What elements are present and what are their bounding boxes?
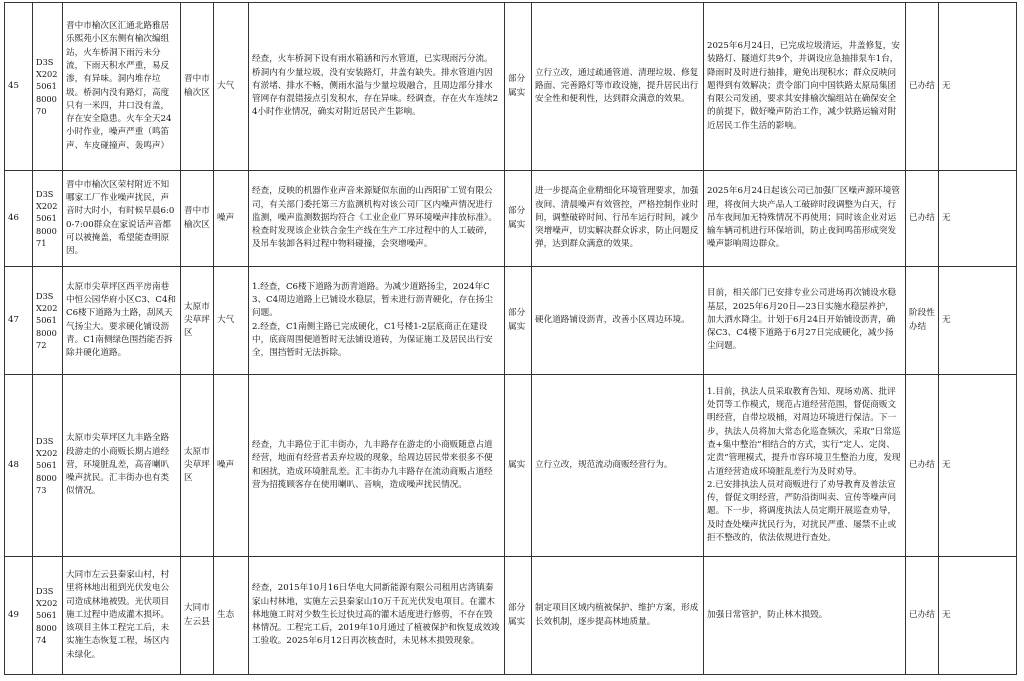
cell-rectification-progress: 2025年6月24日，已完成垃圾清运，井盖修复，安装路灯、隧道灯共9个，并调设应急抽排泵车1台，降雨时及时进行抽排，避免出现积水；群众反映问题得到有效解决；责令部门向中国铁路太原局集团有限公司发函，要求其安排榆次编组站在确保安全的前提下，做好噪声防治工作，减少铁路运输对附近居民工作生活的影响。 (704, 3, 906, 171)
cell-serial-number: 49 (5, 557, 33, 675)
cell-administrative-area: 太原市尖草坪区 (181, 267, 214, 375)
cell-accountability: 无 (939, 3, 1017, 171)
cell-rectification-progress: 2025年6月24日起该公司已加强厂区噪声源环境管理，将夜间大块产品人工破碎时段调整为白天，行吊车夜间加无特殊情况不再使用；同时该企业对运输车辆司机进行环保培训，防止夜间鸣笛形成突发噪声影响周边群众。 (704, 171, 906, 267)
cell-pollution-type: 噪声 (214, 171, 249, 267)
cell-administrative-area: 晋中市榆次区 (181, 171, 214, 267)
cell-investigation: 经查，2015年10月16日华电大同新能源有限公司租用店湾镇秦家山村林地，实施左云县秦家山10万千瓦光伏发电项目。在灌木林地施工时对少数生长过快过高的灌木适度进行修剪，不存在毁林情况。工程完工后，2019年10月通过了植被保护和恢复成效竣工验收。2025年6月12日再次核查时，未见林木损毁现象。 (249, 557, 505, 675)
petition-table (4, 2, 1017, 675)
cell-rectification-progress: 1.目前，执法人员采取教育告知、现场劝离、批评处罚等工作模式，规范占道经营范围，督促商贩文明经营，自带垃圾桶，对周边环境进行保洁。下一步，执法人员将加大常态化巡查频次，采取“日常巡查+集中整治”相结合的方式，实行“定人、定岗、定责”管理模式，提升市容环境卫生整治力度，发现占道经营造成环境脏乱差行为及时劝导。 2.已安排执法人员对商贩进行了劝导教育及普法宣传，督促文明经营，严防沿街叫卖、宣传等噪声问题。下一步，将调度执法人员定期开展巡查劝导，及时查处噪声扰民行为，对扰民严重、屡禁不止或拒不整改的，依法依规进行查处。 (704, 375, 906, 557)
cell-serial-number: 45 (5, 3, 33, 171)
cell-rectification-progress: 加强日常管护，防止林木损毁。 (704, 557, 906, 675)
cell-accountability: 无 (939, 267, 1017, 375)
cell-petition-content: 晋中市榆次区汇通北路雅居乐熙苑小区东侧有榆次编组站，火车桥洞下雨污未分流，下雨天积水严重，易反渗，有异味。洞内堆存垃圾。桥洞内没有路灯，高度只有一米四，井口没有盖，存在安全隐患。火车全天24小时作业，噪声严重（鸣笛声、车皮碰撞声、轰鸣声） (63, 3, 181, 171)
cell-pollution-type: 大气 (214, 3, 249, 171)
cell-pollution-type: 大气 (214, 267, 249, 375)
cell-rectification-progress: 目前，相关部门已安排专业公司进场再次铺设水稳基层，2025年6月20日—23日实施水稳层养护，加大洒水降尘。计划于6月24日开始铺设沥青，确保C3、C4楼下道路于6月27日完成硬化，减少扬尘问题。 (704, 267, 906, 375)
cell-accountability: 无 (939, 557, 1017, 675)
cell-administrative-area: 大同市左云县 (181, 557, 214, 675)
cell-investigation: 1.经查，C6楼下道路为沥青道路。为减少道路扬尘，2024年C3、C4周边道路上已铺设水稳层，暂未进行沥青硬化，存在扬尘问题。 2.经查，C1南侧主路已完成硬化，C1号楼1-2层底商正在建设中，底商周围便道暂时无法铺设道砖，为保证施工及居民出行安全，围挡暂时无法拆除。 (249, 267, 505, 375)
cell-rectification-goal: 制定项目区域内植被保护、维护方案，形成长效机制，逐步提高林地质量。 (532, 557, 704, 675)
cell-verified-status: 部分属实 (505, 171, 532, 267)
cell-petition-code: D3SX2025061800072 (33, 267, 63, 375)
cell-petition-content: 太原市尖草坪区九丰路全路段游走的小商贩长期占道经营，环境脏乱差，高音喇叭噪声扰民。汇丰街办也有类似情况。 (63, 375, 181, 557)
cell-petition-code: D3SX2025061800070 (33, 3, 63, 171)
cell-verified-status: 部分属实 (505, 3, 532, 171)
cell-completion-status: 阶段性办结 (906, 267, 939, 375)
cell-pollution-type: 噪声 (214, 375, 249, 557)
cell-administrative-area: 晋中市榆次区 (181, 3, 214, 171)
cell-petition-content: 太原市尖草坪区西平房南巷中恒公园华府小区C3、C4和C6楼下道路为土路，刮风天气扬尘大。要求硬化铺设沥青。C1南侧绿色围挡能否拆除并硬化道路。 (63, 267, 181, 375)
cell-verified-status: 属实 (505, 375, 532, 557)
cell-completion-status: 已办结 (906, 171, 939, 267)
cell-verified-status: 部分属实 (505, 267, 532, 375)
cell-accountability: 无 (939, 375, 1017, 557)
cell-serial-number: 48 (5, 375, 33, 557)
cell-petition-code: D3SX2025061800074 (33, 557, 63, 675)
table-body (5, 3, 1017, 675)
cell-rectification-goal: 立行立改，通过疏通管道、清理垃圾、修复路面、完善路灯等市政设施，提升居民出行安全性和便利性，达到群众满意的效果。 (532, 3, 704, 171)
cell-completion-status: 已办结 (906, 557, 939, 675)
cell-administrative-area: 太原市尖草坪区 (181, 375, 214, 557)
cell-pollution-type: 生态 (214, 557, 249, 675)
cell-rectification-goal: 进一步提高企业精细化环境管理要求，加强夜间、清晨噪声有效管控，严格控制作业时间，调整破碎时间、行吊车运行时间，减少突增噪声，切实解决群众诉求，防止问题反弹，达到群众满意的效果。 (532, 171, 704, 267)
cell-rectification-goal: 硬化道路铺设沥青，改善小区周边环境。 (532, 267, 704, 375)
cell-investigation: 经查，火车桥洞下设有雨水箱涵和污水管道，已实现雨污分流。桥洞内有少量垃圾，没有安装路灯，井盖有缺失。排水管道内因有淤堵、排水不畅，侧雨水溢与少量垃圾融合，且周边部分排水管网存有混错接点引发积水，存在异味。经调查，存在火车连续24小时作业情况，确实对附近居民产生影响。 (249, 3, 505, 171)
cell-petition-content: 晋中市榆次区荣村附近不知哪家工厂作业噪声扰民，声音时大时小，有时候早晨6:00-7:00群众在家说话声音都可以被掩盖，希望能查明原因。 (63, 171, 181, 267)
cell-completion-status: 已办结 (906, 375, 939, 557)
cell-petition-content: 大同市左云县秦家山村，村里将林地出租到光伏发电公司造成林地被毁。光伏项目施工过程中造成灌木损坏。该项目主体工程完工后，未实施生态恢复工程，场区内未绿化。 (63, 557, 181, 675)
table-row (5, 375, 1017, 557)
table-row (5, 3, 1017, 171)
cell-verified-status: 部分属实 (505, 557, 532, 675)
cell-rectification-goal: 立行立改，规范流动商贩经营行为。 (532, 375, 704, 557)
table-row (5, 171, 1017, 267)
cell-serial-number: 47 (5, 267, 33, 375)
cell-serial-number: 46 (5, 171, 33, 267)
cell-investigation: 经查，九丰路位于汇丰街办，九丰路存在游走的小商贩随意占道经营，地面有经营者丢弃垃圾的现象，给周边居民带来很多不便和困扰，造成环境脏乱差。汇丰街办九丰路存在流动商贩占道经营为招揽顾客存在使用喇叭、音响，造成噪声扰民情况。 (249, 375, 505, 557)
cell-investigation: 经查，反映的机器作业声音来源疑似东面的山西阳矿工贸有限公司，有关部门委托第三方监测机构对该公司厂区内噪声情况进行监测，噪声监测数据均符合《工业企业厂界环境噪声排放标准》。检查时发现该企业铁合金生产线在生产工序过程中的人工破碎，及吊车装卸各料过程中物料碰撞，会突增噪声。 (249, 171, 505, 267)
cell-petition-code: D3SX2025061800071 (33, 171, 63, 267)
table-row (5, 557, 1017, 675)
cell-accountability: 无 (939, 171, 1017, 267)
cell-completion-status: 已办结 (906, 3, 939, 171)
table-row (5, 267, 1017, 375)
cell-petition-code: D3SX2025061800073 (33, 375, 63, 557)
